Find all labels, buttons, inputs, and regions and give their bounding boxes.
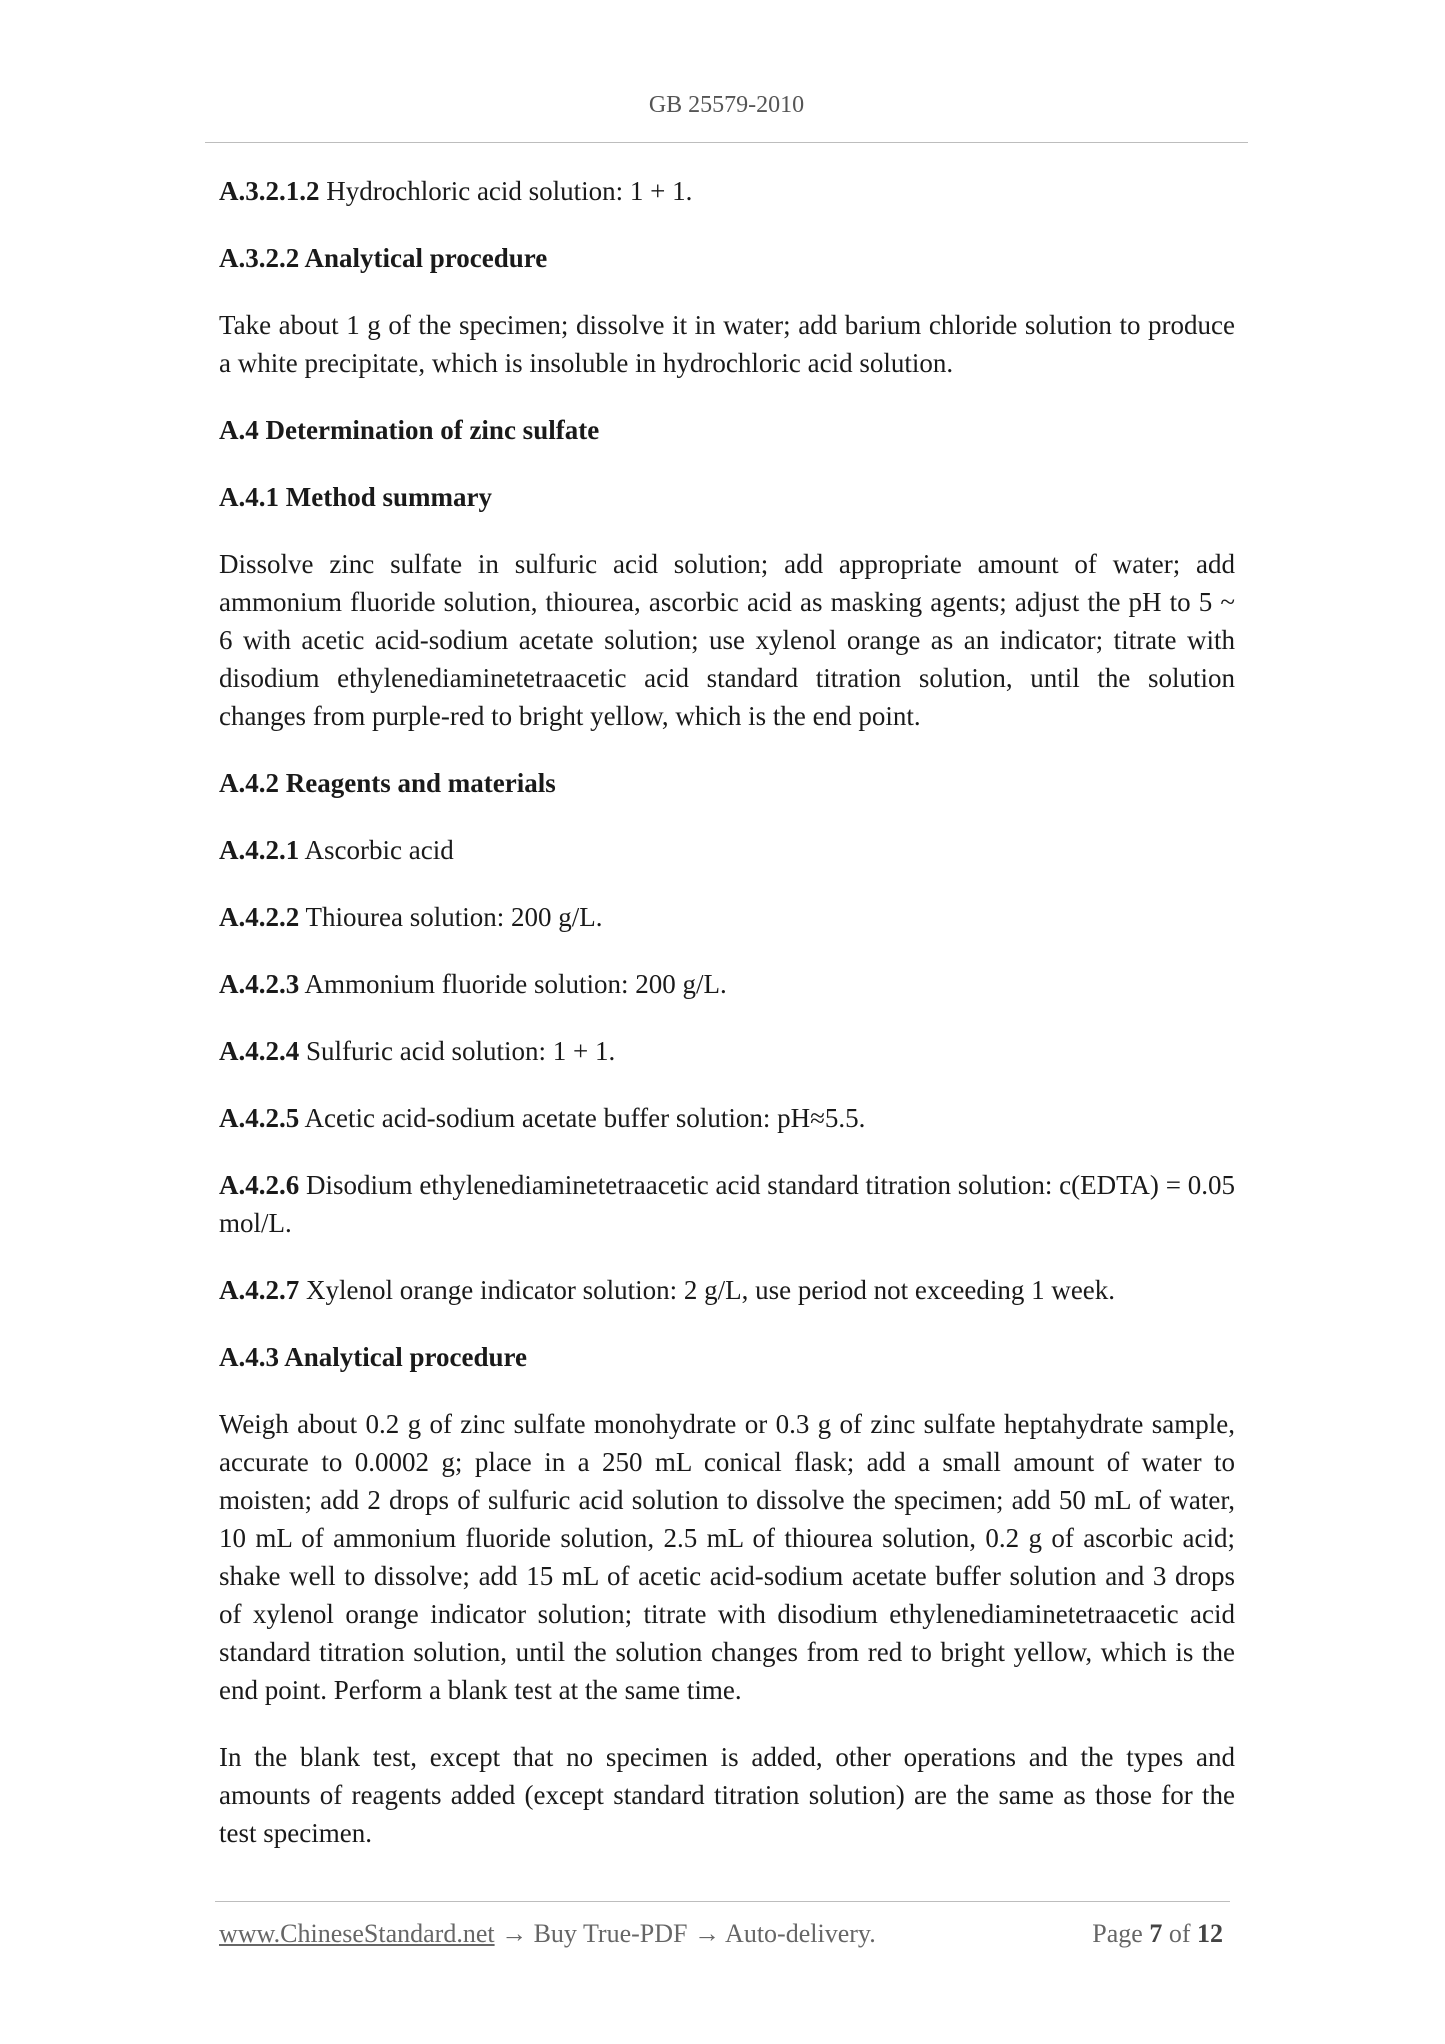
clause-number: A.4.2.2 — [219, 902, 300, 932]
heading-a4: A.4 Determination of zinc sulfate — [219, 415, 600, 445]
page-total: 12 — [1197, 1919, 1223, 1948]
para-a43-text: Weigh about 0.2 g of zinc sulfate monohydrate or 0.3 g of zinc sulfate heptahydrate sample, accurate to 0.0002 g; place in a 250 mL conical flask; add a small amount of water to moisten; add 2 drops of sulfuric acid solution to dissolve the specimen; add 50 mL of water, 10 mL of ammonium fluoride solution, 2.5 mL of thiourea solution, 0.2 g of ascorbic acid; shake well to dissolve; add 15 mL of acetic acid-sodium acetate buffer solution and 3 drops of xylenol orange indicator solution; titrate with disodium ethylenediaminetetraacetic acid standard titration solution, until the solution changes from red to bright yellow, which is the end point. Perform a blank test at the same time. — [219, 1409, 1235, 1705]
header-divider — [205, 142, 1248, 143]
para-a421 — [219, 831, 1235, 869]
para-a41-text: Dissolve zinc sulfate in sulfuric acid solution; add appropriate amount of water; add ammonium fluoride solution, thiourea, ascorbic acid as masking agents; adjust the pH to 5 ~ 6 with acetic acid-sodium acetate solution; use xylenol orange as an indicator; titrate with disodium ethylenediaminetetraacetic acid standard titration solution, until the solution changes from purple-red to bright yellow, which is the end point. — [219, 549, 1235, 731]
clause-text: Xylenol orange indicator solution: 2 g/L, use period not exceeding 1 week. — [299, 1275, 1116, 1305]
clause-text: Sulfuric acid solution: 1 + 1. — [299, 1036, 616, 1066]
clause-number: A.4.2.5 — [219, 1103, 300, 1133]
page-header: GB 25579-2010 — [648, 92, 805, 118]
footer-divider — [215, 1901, 1230, 1902]
para-a425 — [219, 1099, 1235, 1137]
clause-number: A.4.2.1 — [219, 835, 300, 865]
clause-text: Ammonium fluoride solution: 200 g/L. — [299, 969, 727, 999]
heading-a42: A.4.2 Reagents and materials — [219, 768, 556, 798]
heading-a322: A.3.2.2 Analytical procedure — [219, 243, 548, 273]
page-indicator — [1092, 1919, 1223, 1949]
page-current: 7 — [1149, 1919, 1163, 1948]
clause-text: Ascorbic acid — [299, 835, 454, 865]
footer-tagline: → Buy True-PDF → Auto-delivery. — [494, 1919, 876, 1948]
clause-number: A.3.2.1.2 — [219, 176, 320, 206]
para-a427 — [219, 1271, 1235, 1309]
clause-text: Acetic acid-sodium acetate buffer solution: pH≈5.5. — [299, 1103, 866, 1133]
clause-text: Hydrochloric acid solution: 1 + 1. — [319, 176, 693, 206]
clause-number: A.4.2.7 — [219, 1275, 300, 1305]
para-a3212 — [219, 172, 1235, 210]
of-word: of — [1168, 1919, 1191, 1948]
clause-number: A.4.2.4 — [219, 1036, 300, 1066]
page-word: Page — [1092, 1919, 1143, 1948]
document-body — [219, 172, 1235, 1881]
clause-text: Thiourea solution: 200 g/L. — [299, 902, 603, 932]
para-a426 — [219, 1166, 1235, 1242]
heading-a41: A.4.1 Method summary — [219, 482, 492, 512]
heading-a43: A.4.3 Analytical procedure — [219, 1342, 527, 1372]
para-a423 — [219, 965, 1235, 1003]
website-link[interactable]: www.ChineseStandard.net — [219, 1919, 495, 1948]
para-a322-text: Take about 1 g of the specimen; dissolve it in water; add barium chloride solution to produce a white precipitate, which is insoluble in hydrochloric acid solution. — [219, 310, 1235, 378]
clause-number: A.4.2.6 — [219, 1170, 300, 1200]
para-a422 — [219, 898, 1235, 936]
para-blank-test: In the blank test, except that no specimen is added, other operations and the types and amounts of reagents added (except standard titration solution) are the same as those for the test specimen. — [219, 1742, 1235, 1848]
clause-number: A.4.2.3 — [219, 969, 300, 999]
para-a424 — [219, 1032, 1235, 1070]
clause-text: Disodium ethylenediaminetetraacetic acid standard titration solution: c(EDTA) = 0.05 mol/L. — [219, 1170, 1235, 1238]
footer-source — [219, 1919, 876, 1949]
